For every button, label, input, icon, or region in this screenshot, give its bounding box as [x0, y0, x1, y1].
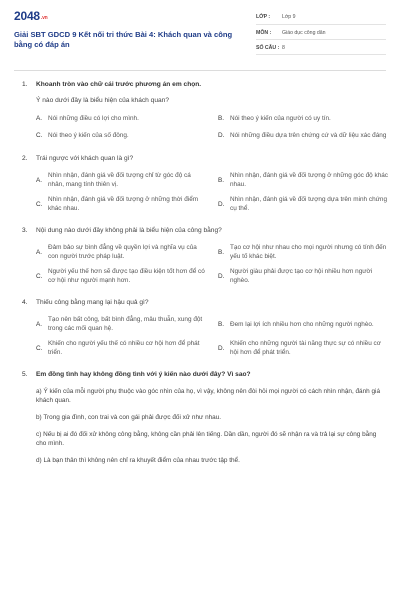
question-text: Nội dung nào dưới đây không phải là biểu hiện của công bằng?	[36, 227, 222, 234]
option-text: Nói theo ý kiến của số đông.	[48, 132, 129, 139]
option-letter: C.	[36, 344, 43, 352]
option[interactable]	[218, 113, 390, 124]
question	[22, 80, 387, 141]
option[interactable]	[218, 315, 390, 333]
logo-suffix: .vn	[40, 15, 48, 21]
question-number: 2.	[22, 155, 28, 162]
option-text: Nói những điều có lợi cho mình.	[48, 115, 139, 122]
option-text: Tạo cơ hội như nhau cho mọi người nhưng có tính đến yếu tố khác biệt.	[230, 244, 387, 260]
meta-value: Lớp 9	[282, 14, 296, 20]
meta-value: Giáo dục công dân	[282, 30, 326, 36]
document-header	[14, 9, 386, 71]
option[interactable]	[36, 195, 208, 213]
question-number: 5.	[22, 371, 28, 378]
option-grid	[36, 113, 387, 141]
question-list	[22, 80, 388, 478]
statement-item: c) Nếu bị ai đó đối xử không công bằng, không cần phải lên tiếng. Dần dần, người đó sẽ nhận ra và trả lại sự công bằng cho mình.	[36, 431, 377, 447]
option[interactable]	[36, 113, 208, 124]
option-text: Đem lại lợi ích nhiều hơn cho những người nghèo.	[230, 320, 374, 328]
option-letter: C.	[36, 272, 43, 280]
option[interactable]	[218, 195, 390, 213]
question-text: Trái ngược với khách quan là gì?	[36, 155, 134, 162]
option-text: Khiến cho những người tài năng thực sự có nhiều cơ hội hơn để phát triển.	[230, 340, 381, 356]
option[interactable]	[218, 267, 390, 285]
statement-item: a) Ý kiến của mỗi người phụ thuộc vào góc nhìn của họ, vì vậy, không nên đòi hỏi mọi người có cách nhìn nhận, đánh giá khách quan.	[36, 388, 381, 404]
meta-value: 8	[282, 45, 285, 51]
option-text: Nhìn nhận, đánh giá về đối tượng chỉ từ góc độ cá nhân, mang tính thiên vị.	[48, 172, 191, 188]
option[interactable]	[36, 130, 208, 141]
option-text: Người giàu phải được tạo cơ hội nhiều hơn người nghèo.	[230, 268, 373, 284]
option[interactable]	[218, 130, 390, 141]
question-number: 1.	[22, 81, 28, 88]
statement-list	[36, 387, 384, 465]
option-letter: D.	[218, 132, 225, 139]
option-letter: C.	[36, 132, 43, 139]
option-text: Đảm bảo sự bình đẳng về quyền lợi và nghĩa vụ của con người trước pháp luật.	[48, 244, 197, 260]
meta-row-subject	[256, 25, 386, 40]
option-letter: A.	[36, 320, 43, 328]
option-letter: D.	[218, 200, 225, 208]
document-meta	[256, 9, 386, 55]
meta-row-class	[256, 9, 386, 25]
option-letter: A.	[36, 176, 43, 184]
option-letter: D.	[218, 344, 225, 352]
question-text: Em đồng tình hay không đồng tình với ý kiến nào dưới đây? Vì sao?	[36, 371, 251, 378]
option-grid	[36, 171, 388, 213]
option-letter: D.	[218, 272, 225, 280]
option-grid	[36, 243, 387, 285]
option-letter: B.	[218, 320, 225, 328]
option[interactable]	[218, 339, 390, 357]
option[interactable]	[218, 243, 390, 261]
option[interactable]	[36, 171, 208, 189]
option[interactable]	[36, 315, 208, 333]
question-number: 3.	[22, 227, 28, 234]
option-letter: A.	[36, 248, 43, 256]
option-text: Người yếu thế hơn sẽ được tạo điều kiện tốt hơn để có cơ hội như người mạnh hơn.	[48, 268, 205, 284]
option[interactable]	[36, 339, 208, 357]
question-number: 4.	[22, 299, 28, 306]
option-text: Khiến cho người yếu thế có nhiều cơ hội hơn để phát triển.	[48, 340, 200, 356]
site-logo[interactable]	[14, 9, 48, 23]
option-text: Nhìn nhận, đánh giá về đối tượng dựa trên minh chứng cụ thể.	[230, 196, 388, 212]
option[interactable]	[36, 267, 208, 285]
option-letter: B.	[218, 248, 225, 256]
meta-row-count	[256, 40, 386, 55]
option-text: Nhìn nhận, đánh giá về đối tượng ở những thời điểm khác nhau.	[48, 196, 199, 212]
option-letter: B.	[218, 115, 225, 122]
statement-item: d) Là bạn thân thì không nên chỉ ra khuyết điểm của nhau trước tập thể.	[36, 457, 240, 464]
option[interactable]	[218, 171, 390, 189]
option-letter: B.	[218, 176, 225, 184]
question	[22, 226, 387, 285]
meta-label: SỐ CÂU :	[256, 45, 280, 51]
option-grid	[36, 315, 384, 357]
option-text: Nói những điều dựa trên chứng cứ và dữ liệu xác đáng	[230, 132, 387, 139]
logo-text: 2048	[14, 9, 40, 23]
statement-item: b) Trong gia đình, con trai và con gái phải được đối xử như nhau.	[36, 414, 222, 421]
option[interactable]	[36, 243, 208, 261]
question	[22, 370, 384, 465]
question	[22, 154, 388, 213]
question-text: Thiếu công bằng mang lại hậu quả gì?	[36, 299, 149, 306]
question-subtext: Ý nào dưới đây là biểu hiện của khách quan?	[36, 97, 170, 104]
option-text: Nhìn nhận, đánh giá về đối tượng ở những góc độ khác nhau.	[230, 172, 388, 188]
option-text: Nói theo ý kiến của người có uy tín.	[230, 115, 331, 122]
question	[22, 298, 384, 357]
question-text: Khoanh tròn vào chữ cái trước phương án em chọn.	[36, 81, 202, 88]
document-title: Giải SBT GDCD 9 Kết nối tri thức Bài 4: Khách quan và công bằng có đáp án	[14, 30, 233, 49]
meta-label: MÔN :	[256, 30, 272, 36]
option-text: Tạo nên bất công, bất bình đẳng, mâu thuẫn, xung đột trong các mối quan hệ.	[48, 316, 203, 332]
meta-label: LỚP :	[256, 14, 271, 20]
option-letter: C.	[36, 200, 43, 208]
option-letter: A.	[36, 115, 43, 122]
